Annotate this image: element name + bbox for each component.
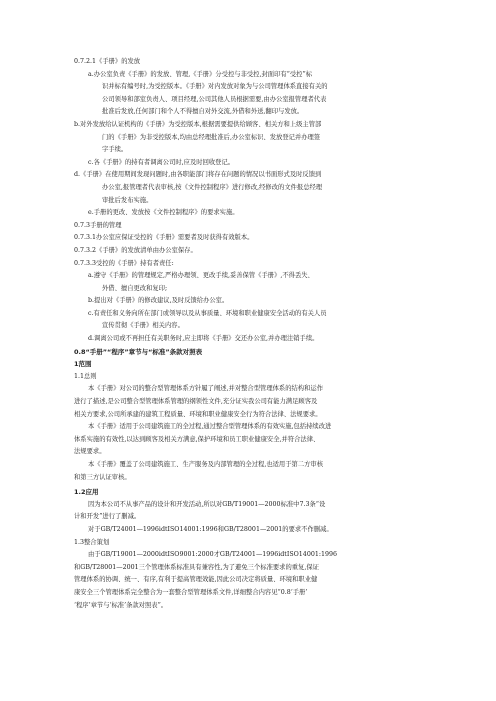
heading-general: 1.1总则: [74, 372, 97, 380]
holder-duty-a-cont: 外借、擅自更改和复印;: [102, 284, 168, 292]
list-item-e: e.手册的更改、发放按《文件控制程序》的要求实施。: [88, 209, 239, 217]
heading-manual-distribution: 0.7.2.1《手册》的发放: [74, 58, 141, 65]
paragraph-general-cont: 进行了描述,是公司整合型管理体系管理的纲领性文件,充分证实我公司有能力满足顾客及: [74, 398, 318, 406]
paragraph-application-cont: 计和开发”进行了删减。: [74, 513, 141, 521]
heading-scope: 1范围: [74, 360, 92, 369]
holder-duty-c-cont: 宣传贯彻《手册》相关内容。: [102, 322, 184, 330]
paragraph-coverage: 本《手册》覆盖了公司建筑施工、生产服务及内部管理的全过程,也适用于第二方审核: [88, 461, 323, 468]
paragraph-integration-cont: ‘程序’章节与‘标准’条款对照表”。: [74, 601, 168, 609]
list-item-d-cont: 审批后发布实施。: [102, 196, 153, 204]
holder-duty-c: c.有责任和义务向所在部门或领导以及从事质量、环境和职业健康安全活动的有关人员: [88, 309, 327, 317]
paragraph-coverage-cont: 和第三方认证审核。: [74, 473, 131, 481]
list-item-b: b.对外发放给认证机构的《手册》为受控版本,根据需要提供给顾客、相关方和上级主管部: [74, 120, 322, 128]
heading-cross-reference-table: 0.8“手册”“程序”章节与“标准”条款对照表: [74, 347, 203, 356]
paragraph-integration-cont: 和GB/T28001—2001三个管理体系标准具有兼容性,为了避免三个标准要求的重复,保证: [74, 563, 319, 571]
paragraph-applicability-cont: 法规要求。: [74, 448, 106, 456]
holder-duty-b: b.提出对《手册》的修改建议,及时反馈给办公室。: [88, 297, 229, 305]
holder-duty-a: a.遵守《手册》的管理规定,严格办理领、更改手续,妥善保管《手册》,不得丢失、: [88, 272, 314, 280]
heading-manual-management: 0.7.3手册的管理: [74, 221, 122, 229]
clause-0-7-3-3: 0.7.3.3受控的《手册》持有者责任:: [74, 259, 174, 267]
clause-0-7-3-1: 0.7.3.1办公室应保证受控的《手册》需要者及时获得有效版本。: [74, 234, 254, 242]
list-item-b-cont: 字手续。: [102, 146, 128, 154]
list-item-b-cont: 门的《手册》为非受控版本,均由总经理批准后,办公室标识、发放登记并办理签: [102, 133, 321, 141]
heading-integration-planning: 1.3整合策划: [74, 538, 110, 546]
list-item-a-cont: 识并标有编号时,为受控版本。《手册》对内发放对象为与公司管理体系直接有关的: [102, 83, 328, 91]
list-item-c: c.各《手册》的持有者调离公司时,应及时回收登记。: [88, 158, 235, 166]
heading-application: 1.2应用: [74, 488, 99, 497]
list-item-a-cont: 公司领导和部室负责人、项目经理,公司其他人员根据需要,由办公室报管理者代表: [102, 95, 327, 103]
paragraph-no-deletion: 对于GB/T24001—1996idtISO14001:1996和GB/T28001—2001的要求不作删减。: [88, 525, 333, 533]
list-item-a-cont: 批准后发放,任何部门和个人不得擅自对外交流,外借和外送,翻印与发放。: [102, 108, 304, 116]
paragraph-general: 本《手册》对公司的整合型管理体系方针履了阐述,并对整合型管理体系的结构和运作: [88, 385, 323, 393]
holder-duty-d: d.调离公司或不再担任有关职务时,应主即将《手册》交还办公室,并办理注销手续。: [88, 335, 319, 343]
list-item-d-cont: 办公室,报管理者代表审核,按《文件控制程序》进行修改,经修改的文件报总经理: [102, 183, 323, 191]
paragraph-general-cont: 相关方要求,公司所承建的建筑工程质量、环境和职业健康安全行为符合法律、法规要求。: [74, 410, 322, 418]
paragraph-integration-cont: 康安全三个管理体系完全整合为一套整合型管理体系文件,详细整合内容见“0.8‘手册’: [74, 588, 308, 596]
clause-0-7-3-2: 0.7.3.2《手册》的发放清单由办公室保存。: [74, 246, 197, 254]
paragraph-application: 因为本公司不从事产品的设计和开发活动,所以对GB/T19001—2000标准中7.3条“设: [88, 500, 326, 508]
paragraph-applicability-cont: 体系实施的有效性,以达到顾客及相关方满意,保护环境和员工职业健康安全,并符合法律、: [74, 435, 320, 443]
list-item-a: a.办公室负责《手册》的发放、管理,《手册》分受控与非受控,封面印有“受控”标: [88, 70, 312, 78]
paragraph-applicability: 本《手册》适用于公司建筑施工的全过程,通过整合型管理体系的有效实施,包括持续改进: [88, 423, 332, 431]
paragraph-integration: 由于GB/T19001—2000idtISO9001:2000才GB/T24001—1996idtISO14001:1996: [88, 551, 337, 559]
list-item-d: d.《手册》在使用期间发现问题时,由各职能部门将存在问题的情况以书面形式及时反馈到: [74, 171, 322, 179]
paragraph-integration-cont: 管理体系的协调、统一、有序,有利于提高管理效能,因此公司决定将质量、环境和职业健: [74, 576, 318, 584]
